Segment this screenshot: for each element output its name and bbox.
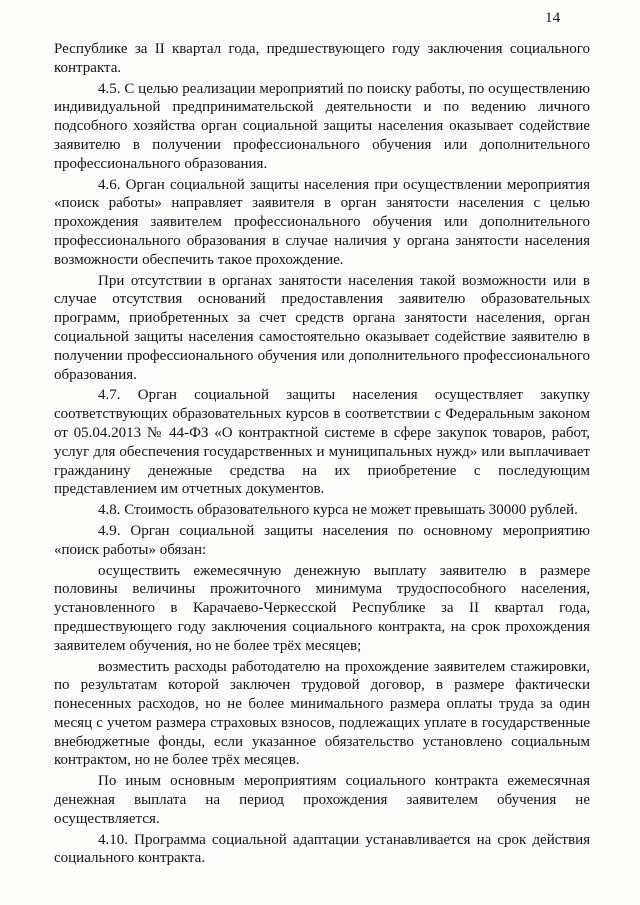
paragraph: осуществить ежемесячную денежную выплату заявителю в размере половины величины прожиточного минимума трудоспособного населения, установленного в Карачаево-Черкесской Республике за II квартал года, предшествующего году заключения социального контракта, на срок прохождения заявителем обучения, но не более трёх месяцев; <box>54 562 590 654</box>
page-number: 14 <box>545 10 561 26</box>
paragraph: 4.10. Программа социальной адаптации устанавливается на срок действия социального контракта. <box>54 831 590 867</box>
paragraph: 4.7. Орган социальной защиты населения осуществляет закупку соответствующих образовательных курсов в соответствии с Федеральным законом от 05.04.2013 № 44-ФЗ «О контрактной системе в сфере закупок товаров, работ, услуг для обеспечения государственных и муниципальных нужд» или выплачивает гражданину денежные средства на их приобретение с последующим представлением им отчетных документов. <box>54 387 590 498</box>
paragraph: 4.6. Орган социальной защиты населения при осуществлении мероприятия «поиск работы» направляет заявителя в орган занятости населения с целью прохождения заявителем профессионального обучения или дополнительного профессионального образования в случае наличия у органа занятости населения возможности обеспечить такое прохождение. <box>54 176 590 268</box>
paragraph: возместить расходы работодателю на прохождение заявителем стажировки, по результатам которой заключен трудовой договор, в размере фактически понесенных расходов, но не более минимального размера оплаты труда за один месяц с учетом размера страховых взносов, подлежащих уплате в государственные внебюджетные фонды, если указанное обязательство установлено социальным контрактом, но не более трёх месяцев. <box>54 658 590 769</box>
paragraph: По иным основным мероприятиям социального контракта ежемесячная денежная выплата на период прохождения заявителем обучения не осуществляется. <box>54 773 590 827</box>
paragraph: 4.8. Стоимость образовательного курса не может превышать 30000 рублей. <box>98 502 578 519</box>
paragraph: При отсутствии в органах занятости населения такой возможности или в случае отсутствия оснований предоставления заявителю образовательных программ, приобретенных за счет средств органа занятости населения, орган социальной защиты населения самостоятельно оказывает содействие заявителю в получении профессионального обучения или дополнительного профессионального образования. <box>54 272 590 383</box>
document-body <box>54 40 590 870</box>
paragraph: Республике за II квартал года, предшествующего году заключения социального контракта. <box>54 41 590 76</box>
paragraph: 4.9. Орган социальной защиты населения по основному мероприятию «поиск работы» обязан: <box>54 522 590 558</box>
paragraph: 4.5. С целью реализации мероприятий по поиску работы, по осуществлению индивидуальной предпринимательской деятельности и по ведению личного подсобного хозяйства орган социальной защиты населения оказывает содействие заявителю в получении профессионального обучения или дополнительного профессионального образования. <box>54 80 590 172</box>
